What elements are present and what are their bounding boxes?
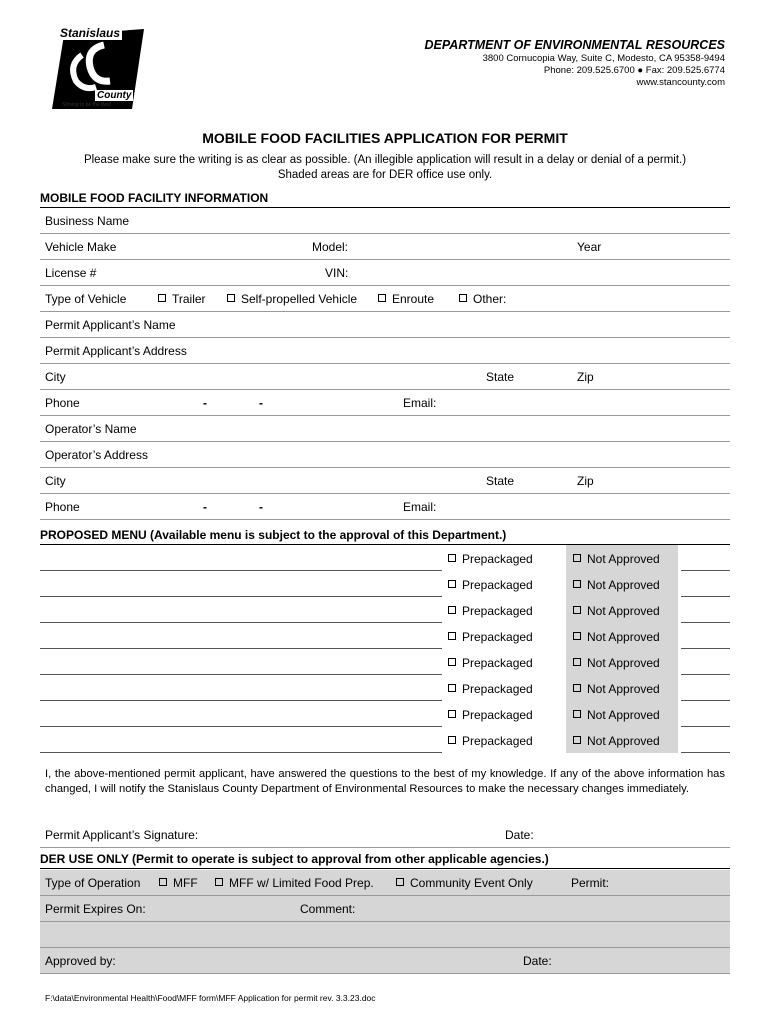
menu-item-row (40, 624, 730, 650)
applicant-name-label: Permit Applicant’s Name (45, 318, 176, 332)
checkbox-icon (573, 554, 581, 562)
office-initials-line[interactable] (681, 726, 730, 727)
not-approved-option[interactable]: Not Approved (573, 578, 660, 592)
approval-date-label: Date: (523, 954, 552, 968)
menu-item-row (40, 676, 730, 702)
prepackaged-option[interactable]: Prepackaged (448, 630, 533, 644)
email-label: Email: (403, 500, 437, 514)
city-label: City (45, 474, 66, 488)
phone-dash: - (203, 396, 207, 410)
section-heading-menu: PROPOSED MENU (Available menu is subject to the approval of this Department.) (40, 528, 730, 545)
checkbox-icon (227, 294, 235, 302)
comment-label: Comment: (300, 902, 356, 916)
operator-city-row[interactable] (40, 468, 730, 494)
instructions-line-1: Please make sure the writing is as clear as possible. (An illegible application will result in a delay or denial of a permit.) (83, 154, 687, 166)
approved-by-label: Approved by: (45, 954, 116, 968)
operator-phone-row[interactable] (40, 494, 730, 520)
checkbox-icon (396, 878, 404, 886)
prepackaged-option[interactable]: Prepackaged (448, 604, 533, 618)
menu-item-row (40, 728, 730, 754)
office-initials-line[interactable] (681, 648, 730, 649)
signature-row[interactable] (40, 822, 730, 848)
prepackaged-option[interactable]: Prepackaged (448, 656, 533, 670)
office-initials-line[interactable] (681, 622, 730, 623)
applicant-name-field[interactable] (40, 312, 730, 338)
mff-limited-option[interactable]: MFF w/ Limited Food Prep. (215, 876, 374, 890)
phone-dash: - (259, 396, 263, 410)
checkbox-icon (573, 606, 581, 614)
operator-name-label: Operator’s Name (45, 422, 137, 436)
permit-expires-label: Permit Expires On: (45, 902, 146, 916)
business-name-label: Business Name (45, 214, 130, 228)
checkbox-icon (448, 606, 456, 614)
approved-by-row[interactable] (40, 948, 730, 974)
zip-label: Zip (577, 474, 594, 488)
file-path-footer: F:\data\Environmental Health\Food\MFF form\MFF Application for permit rev. 3.3.23.doc (45, 993, 376, 1003)
operation-type-label: Type of Operation (45, 876, 141, 890)
checkbox-icon (158, 294, 166, 302)
checkbox-icon (573, 632, 581, 640)
operator-name-field[interactable] (40, 416, 730, 442)
form-title: MOBILE FOOD FACILITIES APPLICATION FOR PERMIT (202, 130, 568, 146)
not-approved-option[interactable]: Not Approved (573, 656, 660, 670)
not-approved-option[interactable]: Not Approved (573, 734, 660, 748)
menu-item-input[interactable] (40, 648, 442, 649)
vehicle-type-label: Type of Vehicle (45, 292, 127, 306)
office-initials-line[interactable] (681, 570, 730, 571)
email-label: Email: (403, 396, 437, 410)
city-label: City (45, 370, 66, 384)
instructions-line-2: Shaded areas are for DER office use only. (277, 169, 493, 181)
phone-dash: - (259, 500, 263, 514)
license-label: License # (45, 266, 97, 280)
office-initials-line[interactable] (681, 700, 730, 701)
phone-dash: - (203, 500, 207, 514)
state-label: State (486, 370, 515, 384)
vehicle-make-label: Vehicle Make (45, 240, 117, 254)
vin-label: VIN: (325, 266, 349, 280)
checkbox-icon (573, 684, 581, 692)
checkbox-icon (448, 658, 456, 666)
menu-item-row (40, 598, 730, 624)
applicant-address-field[interactable] (40, 338, 730, 364)
menu-item-input[interactable] (40, 570, 442, 571)
phone-label: Phone (45, 396, 80, 410)
checkbox-icon (573, 710, 581, 718)
enroute-option[interactable]: Enroute (378, 292, 434, 306)
phone-label: Phone (45, 500, 80, 514)
community-event-option[interactable]: Community Event Only (396, 876, 533, 890)
not-approved-option[interactable]: Not Approved (573, 552, 660, 566)
checkbox-icon (448, 684, 456, 692)
prepackaged-option[interactable]: Prepackaged (448, 708, 533, 722)
logo-bottom-text: County (97, 90, 132, 101)
office-initials-line[interactable] (681, 752, 730, 753)
menu-item-input[interactable] (40, 674, 442, 675)
model-label: Model: (312, 240, 349, 254)
year-label: Year (577, 240, 602, 254)
menu-item-row (40, 546, 730, 572)
signature-label: Permit Applicant’s Signature: (45, 828, 199, 842)
section-heading-der: DER USE ONLY (Permit to operate is subject to approval from other applicable agencies.) (40, 852, 730, 869)
not-approved-option[interactable]: Not Approved (573, 630, 660, 644)
operation-type-row (40, 870, 730, 896)
operator-address-field[interactable] (40, 442, 730, 468)
operator-address-label: Operator’s Address (45, 448, 148, 462)
menu-item-input[interactable] (40, 622, 442, 623)
menu-item-input[interactable] (40, 596, 442, 597)
checkbox-icon (448, 632, 456, 640)
applicant-address-label: Permit Applicant’s Address (45, 344, 187, 358)
state-label: State (486, 474, 515, 488)
comment-continued-row[interactable] (40, 922, 730, 948)
section-heading-info: MOBILE FOOD FACILITY INFORMATION (40, 191, 730, 208)
zip-label: Zip (577, 370, 594, 384)
checkbox-icon (448, 554, 456, 562)
office-initials-line[interactable] (681, 674, 730, 675)
trailer-option[interactable]: Trailer (158, 292, 206, 306)
checkbox-icon (459, 294, 467, 302)
logo-top-text: Stanislaus (60, 26, 121, 40)
checkbox-icon (573, 658, 581, 666)
vehicle-type-row (40, 286, 730, 312)
not-approved-option[interactable]: Not Approved (573, 604, 660, 618)
office-initials-line[interactable] (681, 596, 730, 597)
department-phone-fax: Phone: 209.525.6700 ● Fax: 209.525.6774 (543, 65, 725, 76)
prepackaged-option[interactable]: Prepackaged (448, 552, 533, 566)
vehicle-row[interactable] (40, 234, 730, 260)
menu-item-row (40, 572, 730, 598)
checkbox-icon (573, 580, 581, 588)
business-name-field[interactable] (40, 208, 730, 234)
checkbox-icon (215, 878, 223, 886)
prepackaged-option[interactable]: Prepackaged (448, 734, 533, 748)
not-approved-option[interactable]: Not Approved (573, 682, 660, 696)
permit-expires-row[interactable] (40, 896, 730, 922)
prepackaged-option[interactable]: Prepackaged (448, 578, 533, 592)
checkbox-icon (448, 710, 456, 718)
menu-item-input[interactable] (40, 700, 442, 701)
mff-option[interactable]: MFF (159, 876, 198, 890)
self-propelled-option[interactable]: Self-propelled Vehicle (227, 292, 357, 306)
permit-label: Permit: (571, 876, 610, 890)
applicant-city-row[interactable] (40, 364, 730, 390)
not-approved-option[interactable]: Not Approved (573, 708, 660, 722)
menu-item-row (40, 702, 730, 728)
checkbox-icon (159, 878, 167, 886)
logo-tagline: Striving to be the Best (62, 102, 111, 108)
other-option[interactable]: Other: (459, 292, 506, 306)
applicant-phone-row[interactable] (40, 390, 730, 416)
department-address: 3800 Cornucopia Way, Suite C, Modesto, CA 95358-9494 (482, 53, 725, 64)
checkbox-icon (378, 294, 386, 302)
checkbox-icon (448, 580, 456, 588)
department-website: www.stancounty.com (636, 77, 725, 88)
applicant-statement: I, the above-mentioned permit applicant, have answered the questions to the best of my knowledge. If any of the above information has changed, I will notify the Stanislaus County Department of Environmental Resources to make the necessary changes immediately. (45, 768, 725, 795)
checkbox-icon (448, 736, 456, 744)
department-name: DEPARTMENT OF ENVIRONMENTAL RESOURCES (424, 38, 725, 52)
menu-item-row (40, 650, 730, 676)
signature-date-label: Date: (505, 828, 534, 842)
menu-item-input[interactable] (40, 752, 442, 753)
menu-item-input[interactable] (40, 726, 442, 727)
license-row[interactable] (40, 260, 730, 286)
checkbox-icon (573, 736, 581, 744)
prepackaged-option[interactable]: Prepackaged (448, 682, 533, 696)
